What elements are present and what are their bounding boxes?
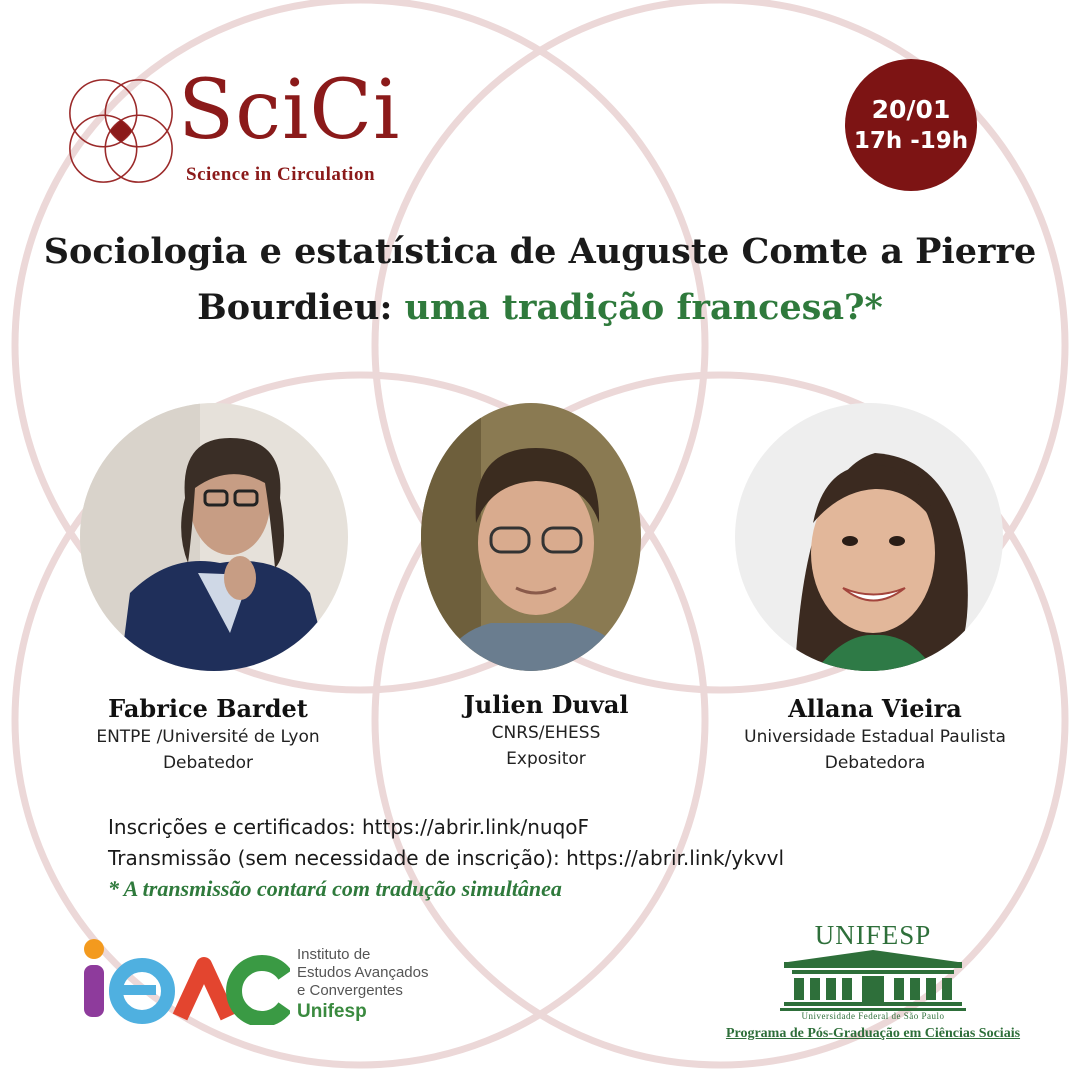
speaker-card [725,694,1025,776]
speaker-name: Allana Vieira [788,694,962,723]
unifesp-building-icon [780,948,966,1012]
speaker-name: Fabrice Bardet [108,694,308,723]
ieac-line1: Instituto de [297,946,371,963]
brand-tagline: Science in Circulation [186,164,376,185]
unifesp-program: Programa de Pós-Graduação em Ciências Sociais [725,1026,1021,1041]
registration-link[interactable]: Inscrições e certificados: https://abrir.link/nuqoF [108,815,590,839]
event-time: 17h -19h [853,128,969,155]
ieac-line3: e Convergentes [297,982,403,999]
translation-note: * A transmissão contará com tradução simultânea [108,876,562,901]
ieac-line2: Estudos Avançados [297,964,429,981]
speaker-role: Debatedor [162,753,254,773]
speaker-photo-fabrice [80,403,348,671]
broadcast-link[interactable]: Transmissão (sem necessidade de inscrição): https://abrir.link/ykvvl [108,846,785,870]
ieac-line4: Unifesp [297,1001,367,1022]
speaker-card [58,694,358,776]
event-info [108,812,1008,904]
ieac-logo-icon [80,935,290,1025]
speaker-role: Expositor [506,749,586,769]
speaker-photo-julien [421,403,641,671]
event-title [40,224,1040,336]
speaker-affiliation: CNRS/EHESS [491,723,601,743]
event-date: 20/01 [871,94,951,124]
speaker-card [396,690,696,772]
speaker-affiliation: ENTPE /Université de Lyon [96,727,320,747]
unifesp-name: UNIFESP [814,920,932,950]
speaker-affiliation: Universidade Estadual Paulista [744,727,1006,747]
title-highlight: uma tradição francesa?* [404,287,883,328]
ieac-text [297,946,428,1024]
speaker-photo-allana [735,403,1003,671]
title-main: Sociologia e estatística de Auguste Comte a Pierre Bourdieu: [43,231,1037,328]
date-badge [845,59,977,191]
unifesp-subtitle: Universidade Federal de São Paulo [801,1011,945,1021]
scici-rings-icon [62,72,180,190]
brand-name: SciCi [178,63,401,158]
speaker-role: Debatedora [824,753,926,773]
portrait-image [735,403,1003,671]
portrait-image [80,403,348,671]
speaker-name: Julien Duval [463,690,629,719]
portrait-image [421,403,641,671]
